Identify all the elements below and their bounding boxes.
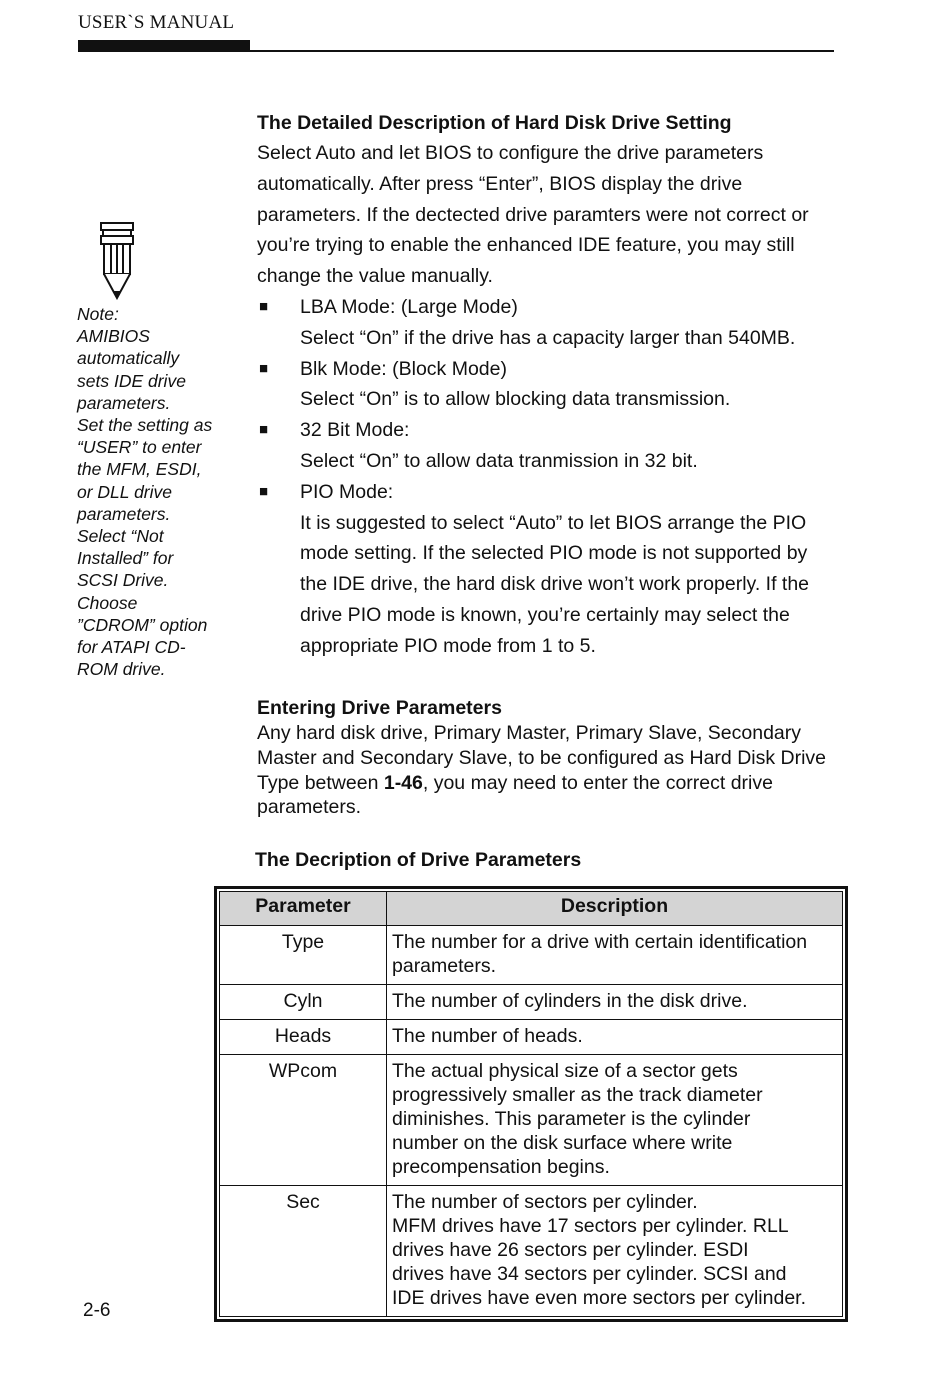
note-line: automatically [77,348,180,369]
text-run: Type between [257,771,384,794]
note-line: the MFM, ESDI, [77,459,202,480]
description-line: The number of cylinders in the disk drive. [392,990,748,1012]
table-header-row [220,892,843,926]
description-line: The number of sectors per cylinder. [392,1191,698,1213]
table-heading: The Decription of Drive Parameters [255,849,582,871]
square-bullet-icon: ■ [259,297,269,315]
paragraph-line: change the value manually. [257,265,493,288]
note-line: sets IDE drive [77,370,186,391]
manual-header: USER`S MANUAL [78,12,235,33]
bullet-title: LBA Mode: (Large Mode) [300,295,518,318]
bullet-detail-line: the IDE drive, the hard disk drive won’t work properly. If the [300,573,810,596]
bullet-item [257,477,842,508]
paragraph-line: automatically. After press “Enter”, BIOS display the drive [257,172,743,195]
note-line: parameters. [77,392,171,413]
bullet-item [257,292,842,323]
bullet-title: Blk Mode: (Block Mode) [300,357,507,380]
table-row [220,926,843,985]
table-row [220,985,843,1020]
description-line: drives have 34 sectors per cylinder. SCSI and [392,1263,787,1285]
note-line: SCSI Drive. [77,570,169,591]
description-line: parameters. [392,955,497,977]
table-row [220,1020,843,1055]
table-row [220,1186,843,1317]
description-line: MFM drives have 17 sectors per cylinder. RLL [392,1215,789,1237]
pencil-icon [98,222,136,300]
paragraph-line: you’re trying to enable the enhanced IDE feature, you may still [257,234,795,257]
hdd-setting-section [257,108,842,662]
table-row [220,1055,843,1186]
description-line: The number for a drive with certain identification [392,931,808,953]
parameter-cell: Sec [220,1186,387,1317]
entering-parameters-section [257,695,847,820]
description-line: number on the disk surface where write [392,1132,733,1154]
bullet-item [257,354,842,385]
note-line: Note: [77,304,119,324]
side-note [77,303,227,680]
bullet-detail-line: appropriate PIO mode from 1 to 5. [300,634,596,657]
description-line: precompensation begins. [392,1156,610,1178]
parameter-cell: WPcom [220,1055,387,1186]
paragraph-line: Select Auto and let BIOS to configure the drive parameters [257,142,764,164]
note-line: or DLL drive [77,481,173,502]
parameter-cell: Heads [220,1020,387,1055]
description-cell [387,985,843,1020]
mode-bullet-list [257,292,842,662]
description-line: diminishes. This parameter is the cylinder [392,1108,751,1130]
description-cell [387,1055,843,1186]
bullet-detail-line: It is suggested to select “Auto” to let BIOS arrange the PIO [300,511,807,534]
note-line: Installed” for [77,548,174,569]
bullet-detail-line: Select “On” to allow data tranmission in 32 bit. [300,449,698,472]
note-line: ”CDROM” option [77,614,208,635]
note-line: ROM drive. [77,659,166,680]
note-line: Set the setting as [77,415,213,436]
note-line: AMIBIOS [77,326,150,347]
drive-parameters-table-frame [214,886,848,1322]
column-header-parameter: Parameter [220,892,387,926]
page-number: 2-6 [83,1300,111,1321]
square-bullet-icon: ■ [259,421,269,439]
description-line: progressively smaller as the track diameter [392,1084,763,1106]
bullet-item [257,415,842,446]
paragraph-line: Any hard disk drive, Primary Master, Primary Slave, Secondary [257,722,802,744]
description-line: drives have 26 sectors per cylinder. ESDI [392,1239,749,1261]
bullet-title: 32 Bit Mode: [300,419,410,442]
bullet-detail-line: drive PIO mode is known, you’re certainly may select the [300,603,790,626]
description-cell [387,926,843,985]
note-line: “USER” to enter [77,437,202,458]
header-rule-thin [78,50,834,52]
note-line: parameters. [77,503,171,524]
text-run: , you may need to enter the correct drive [422,771,773,794]
bullet-detail-line: mode setting. If the selected PIO mode is not supported by [300,542,808,565]
parameter-cell: Cyln [220,985,387,1020]
description-cell [387,1020,843,1055]
description-line: IDE drives have even more sectors per cylinder. [392,1287,807,1309]
square-bullet-icon: ■ [259,482,269,500]
square-bullet-icon: ■ [259,359,269,377]
paragraph-line [257,771,847,796]
description-line: The number of heads. [392,1025,583,1047]
parameter-cell: Type [220,926,387,985]
section-heading: The Detailed Description of Hard Disk Drive Setting [257,112,732,134]
description-cell [387,1186,843,1317]
bullet-detail-line: Select “On” is to allow blocking data transmission. [300,388,731,411]
paragraph-line: parameters. [257,796,362,819]
note-line: for ATAPI CD- [77,637,186,658]
section-paragraph [257,138,842,292]
column-header-description: Description [387,892,843,926]
drive-parameters-table [219,891,843,1317]
bullet-detail-line: Select “On” if the drive has a capacity larger than 540MB. [300,326,796,349]
paragraph-line: parameters. If the dectected drive paramters were not correct or [257,203,809,226]
type-range: 1-46 [383,771,423,794]
bullet-title: PIO Mode: [300,480,394,503]
note-line: Choose [77,592,138,613]
entering-parameters-paragraph [257,721,847,820]
note-line: Select “Not [77,526,164,547]
description-line: The actual physical size of a sector gets [392,1060,738,1082]
entering-parameters-heading: Entering Drive Parameters [257,697,502,719]
paragraph-line: Master and Secondary Slave, to be configured as Hard Disk Drive [257,746,827,769]
